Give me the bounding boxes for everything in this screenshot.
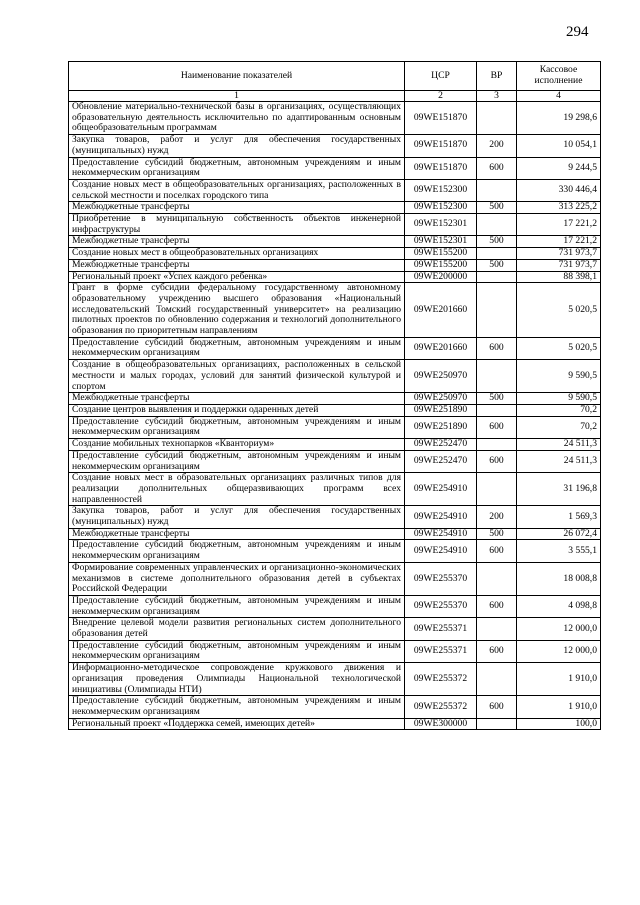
table-row <box>69 259 601 271</box>
row-csr-cell: 09WE251890 <box>405 404 477 416</box>
row-vr-cell <box>477 718 517 730</box>
row-vr-cell: 500 <box>477 202 517 214</box>
column-number: 2 <box>405 91 477 102</box>
row-vr-cell <box>477 248 517 260</box>
row-amount-cell: 9 590,5 <box>517 360 601 393</box>
table-row <box>69 102 601 135</box>
table-row <box>69 439 601 451</box>
row-name-cell: Межбюджетные трансферты <box>69 528 405 540</box>
row-vr-cell: 500 <box>477 528 517 540</box>
row-csr-cell: 09WE155200 <box>405 248 477 260</box>
column-number: 1 <box>69 91 405 102</box>
row-name-cell: Создание новых мест в образовательных организациях различных типов для реализации дополнительных общеразвивающих программ всех направленностей <box>69 473 405 506</box>
row-csr-cell: 09WE250970 <box>405 360 477 393</box>
row-vr-cell: 600 <box>477 595 517 617</box>
header-csr: ЦСР <box>405 62 477 91</box>
row-name-cell: Создание новых мест в общеобразовательных организациях, расположенных в сельской местности и поселках городского типа <box>69 179 405 201</box>
row-vr-cell: 600 <box>477 337 517 359</box>
row-csr-cell: 09WE200000 <box>405 271 477 283</box>
row-vr-cell <box>477 214 517 236</box>
row-csr-cell: 09WE151870 <box>405 157 477 179</box>
row-amount-cell: 24 511,3 <box>517 450 601 472</box>
table-row <box>69 663 601 696</box>
table-row <box>69 248 601 260</box>
row-name-cell: Информационно-методическое сопровождение кружкового движения и организация проведения Олимпиады Национальной технологической инициативы (Олимпиады НТИ) <box>69 663 405 696</box>
row-amount-cell: 17 221,2 <box>517 236 601 248</box>
row-amount-cell: 12 000,0 <box>517 618 601 640</box>
row-csr-cell: 09WE255372 <box>405 696 477 718</box>
row-csr-cell: 09WE201660 <box>405 337 477 359</box>
row-vr-cell <box>477 473 517 506</box>
table-row <box>69 640 601 662</box>
row-amount-cell: 9 590,5 <box>517 393 601 405</box>
table-row <box>69 450 601 472</box>
table-row <box>69 595 601 617</box>
table-row <box>69 202 601 214</box>
row-amount-cell: 731 973,7 <box>517 248 601 260</box>
row-vr-cell: 200 <box>477 135 517 157</box>
row-amount-cell: 31 196,8 <box>517 473 601 506</box>
row-amount-cell: 26 072,4 <box>517 528 601 540</box>
row-csr-cell: 09WE152301 <box>405 214 477 236</box>
row-vr-cell <box>477 179 517 201</box>
row-vr-cell <box>477 562 517 595</box>
table-row <box>69 562 601 595</box>
row-csr-cell: 09WE250970 <box>405 393 477 405</box>
table-row <box>69 473 601 506</box>
row-name-cell: Предоставление субсидий бюджетным, автономным учреждениям и иным некоммерческим организациям <box>69 337 405 359</box>
row-csr-cell: 09WE252470 <box>405 450 477 472</box>
row-name-cell: Создание центров выявления и поддержки одаренных детей <box>69 404 405 416</box>
row-name-cell: Создание в общеобразовательных организациях, расположенных в сельской местности и малых городах, условий для занятий физической культурой и спортом <box>69 360 405 393</box>
row-name-cell: Межбюджетные трансферты <box>69 202 405 214</box>
table-row <box>69 393 601 405</box>
row-name-cell: Предоставление субсидий бюджетным, автономным учреждениям и иным некоммерческим организациям <box>69 696 405 718</box>
row-name-cell: Создание новых мест в общеобразовательных организациях <box>69 248 405 260</box>
table-row <box>69 718 601 730</box>
row-amount-cell: 88 398,1 <box>517 271 601 283</box>
row-amount-cell: 70,2 <box>517 416 601 438</box>
row-name-cell: Грант в форме субсидии федеральному государственному автономному образовательному учреждению высшего образования «Национальный исследовательский Томский государственный университет» на реализацию пилотных проектов по обновлению содержания и технологий дополнительного образования по приоритетным направлениям <box>69 283 405 338</box>
row-vr-cell: 500 <box>477 236 517 248</box>
row-csr-cell: 09WE151870 <box>405 102 477 135</box>
row-csr-cell: 09WE152301 <box>405 236 477 248</box>
row-vr-cell: 600 <box>477 640 517 662</box>
row-amount-cell: 18 008,8 <box>517 562 601 595</box>
row-csr-cell: 09WE254910 <box>405 540 477 562</box>
table-row <box>69 283 601 338</box>
table-row <box>69 618 601 640</box>
table-row <box>69 360 601 393</box>
column-number: 4 <box>517 91 601 102</box>
header-vr: ВР <box>477 62 517 91</box>
row-name-cell: Предоставление субсидий бюджетным, автономным учреждениям и иным некоммерческим организациям <box>69 640 405 662</box>
row-amount-cell: 24 511,3 <box>517 439 601 451</box>
row-csr-cell: 09WE252470 <box>405 439 477 451</box>
row-vr-cell: 200 <box>477 506 517 528</box>
table-row <box>69 271 601 283</box>
table-row <box>69 404 601 416</box>
row-amount-cell: 5 020,5 <box>517 283 601 338</box>
row-vr-cell: 500 <box>477 393 517 405</box>
row-vr-cell <box>477 618 517 640</box>
row-csr-cell: 09WE255371 <box>405 618 477 640</box>
row-amount-cell: 12 000,0 <box>517 640 601 662</box>
budget-execution-table <box>68 61 601 730</box>
row-name-cell: Предоставление субсидий бюджетным, автономным учреждениям и иным некоммерческим организациям <box>69 595 405 617</box>
row-name-cell: Региональный проект «Успех каждого ребенка» <box>69 271 405 283</box>
row-csr-cell: 09WE255370 <box>405 562 477 595</box>
row-amount-cell: 19 298,6 <box>517 102 601 135</box>
row-name-cell: Межбюджетные трансферты <box>69 393 405 405</box>
row-csr-cell: 09WE251890 <box>405 416 477 438</box>
row-amount-cell: 4 098,8 <box>517 595 601 617</box>
table-row <box>69 416 601 438</box>
row-csr-cell: 09WE254910 <box>405 528 477 540</box>
table-row <box>69 696 601 718</box>
row-csr-cell: 09WE152300 <box>405 179 477 201</box>
row-name-cell: Обновление материально-технической базы в организациях, осуществляющих образовательную деятельность исключительно по адаптированным основным общеобразовательным программам <box>69 102 405 135</box>
row-csr-cell: 09WE255370 <box>405 595 477 617</box>
row-vr-cell <box>477 271 517 283</box>
row-name-cell: Формирование современных управленческих и организационно-экономических механизмов в системе дополнительного образования детей в субъектах Российской Федерации <box>69 562 405 595</box>
row-vr-cell: 600 <box>477 416 517 438</box>
row-name-cell: Закупка товаров, работ и услуг для обеспечения государственных (муниципальных) нужд <box>69 506 405 528</box>
row-vr-cell <box>477 663 517 696</box>
row-name-cell: Межбюджетные трансферты <box>69 259 405 271</box>
row-csr-cell: 09WE300000 <box>405 718 477 730</box>
table-row <box>69 214 601 236</box>
row-name-cell: Внедрение целевой модели развития региональных систем дополнительного образования детей <box>69 618 405 640</box>
header-row <box>69 62 601 91</box>
row-amount-cell: 70,2 <box>517 404 601 416</box>
row-amount-cell: 10 054,1 <box>517 135 601 157</box>
row-amount-cell: 5 020,5 <box>517 337 601 359</box>
row-vr-cell <box>477 102 517 135</box>
row-name-cell: Предоставление субсидий бюджетным, автономным учреждениям и иным некоммерческим организациям <box>69 157 405 179</box>
table-row <box>69 506 601 528</box>
header-amount: Кассовое исполнение <box>517 62 601 91</box>
row-vr-cell: 600 <box>477 157 517 179</box>
table-row <box>69 540 601 562</box>
row-name-cell: Закупка товаров, работ и услуг для обеспечения государственных (муниципальных) нужд <box>69 135 405 157</box>
row-amount-cell: 100,0 <box>517 718 601 730</box>
row-amount-cell: 3 555,1 <box>517 540 601 562</box>
row-amount-cell: 1 910,0 <box>517 663 601 696</box>
row-name-cell: Приобретение в муниципальную собственность объектов инженерной инфраструктуры <box>69 214 405 236</box>
row-csr-cell: 09WE151870 <box>405 135 477 157</box>
table-row <box>69 236 601 248</box>
row-amount-cell: 313 225,2 <box>517 202 601 214</box>
column-number-row <box>69 91 601 102</box>
row-amount-cell: 731 973,7 <box>517 259 601 271</box>
row-amount-cell: 1 910,0 <box>517 696 601 718</box>
row-name-cell: Создание мобильных технопарков «Кванториум» <box>69 439 405 451</box>
table-row <box>69 179 601 201</box>
row-csr-cell: 09WE254910 <box>405 506 477 528</box>
row-amount-cell: 330 446,4 <box>517 179 601 201</box>
row-name-cell: Предоставление субсидий бюджетным, автономным учреждениям и иным некоммерческим организациям <box>69 450 405 472</box>
row-vr-cell <box>477 283 517 338</box>
table-row <box>69 157 601 179</box>
row-name-cell: Предоставление субсидий бюджетным, автономным учреждениям и иным некоммерческим организациям <box>69 416 405 438</box>
row-vr-cell: 600 <box>477 450 517 472</box>
row-name-cell: Предоставление субсидий бюджетным, автономным учреждениям и иным некоммерческим организациям <box>69 540 405 562</box>
row-vr-cell: 600 <box>477 696 517 718</box>
row-name-cell: Межбюджетные трансферты <box>69 236 405 248</box>
column-number: 3 <box>477 91 517 102</box>
row-amount-cell: 1 569,3 <box>517 506 601 528</box>
row-vr-cell: 500 <box>477 259 517 271</box>
row-vr-cell <box>477 360 517 393</box>
row-vr-cell <box>477 439 517 451</box>
table-row <box>69 135 601 157</box>
row-csr-cell: 09WE255371 <box>405 640 477 662</box>
row-csr-cell: 09WE155200 <box>405 259 477 271</box>
table-body <box>69 102 601 730</box>
row-csr-cell: 09WE152300 <box>405 202 477 214</box>
row-csr-cell: 09WE201660 <box>405 283 477 338</box>
row-vr-cell: 600 <box>477 540 517 562</box>
row-amount-cell: 17 221,2 <box>517 214 601 236</box>
row-name-cell: Региональный проект «Поддержка семей, имеющих детей» <box>69 718 405 730</box>
table-row <box>69 528 601 540</box>
row-vr-cell <box>477 404 517 416</box>
row-csr-cell: 09WE254910 <box>405 473 477 506</box>
page-number: 294 <box>566 24 589 40</box>
row-csr-cell: 09WE255372 <box>405 663 477 696</box>
row-amount-cell: 9 244,5 <box>517 157 601 179</box>
header-name: Наименование показателей <box>69 62 405 91</box>
table-row <box>69 337 601 359</box>
